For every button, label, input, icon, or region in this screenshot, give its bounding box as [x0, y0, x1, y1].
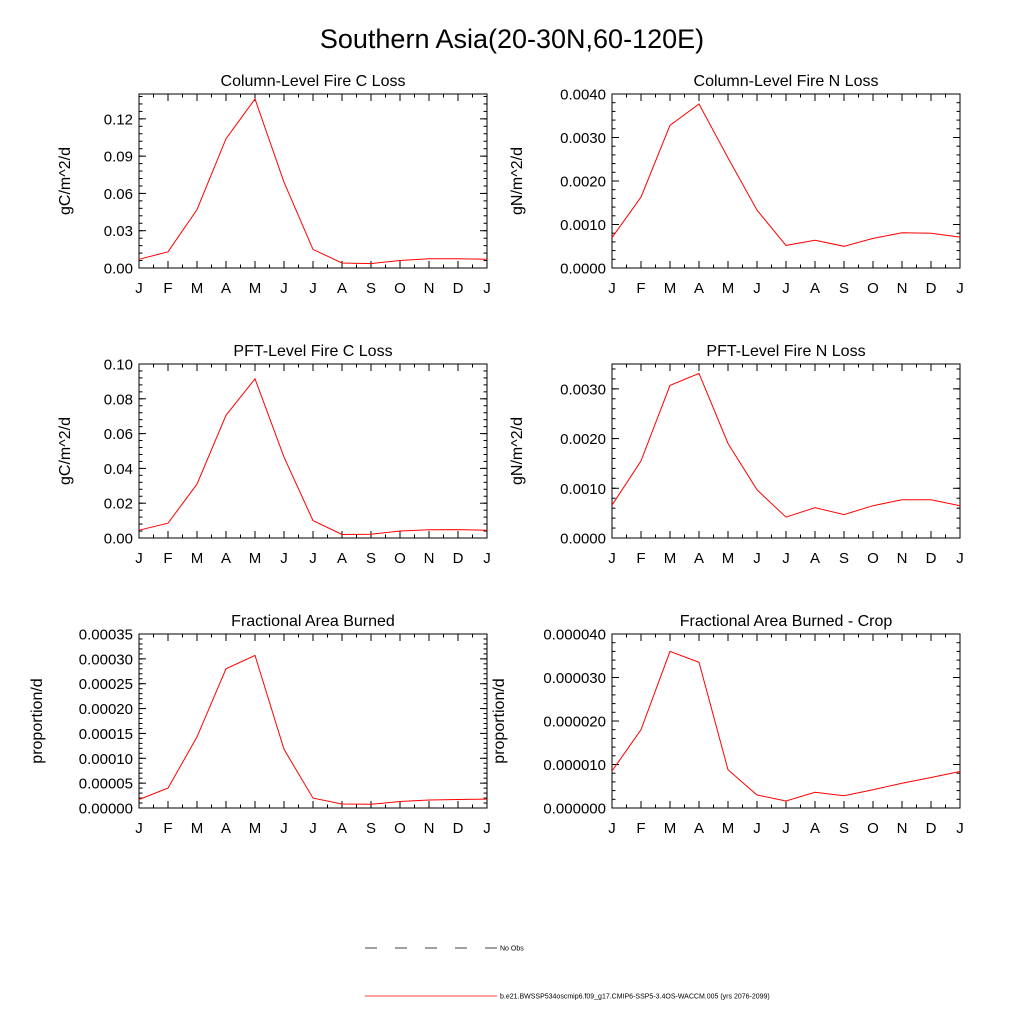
y-tick-label: 0.00 — [103, 530, 133, 548]
x-tick-label: J — [956, 550, 964, 567]
y-tick-label: 0.04 — [103, 460, 133, 478]
plot-frame — [139, 364, 487, 538]
x-tick-label: D — [452, 820, 464, 837]
y-axis-label: proportion/d — [491, 678, 508, 764]
x-tick-label: J — [309, 820, 317, 837]
panel-title: Column-Level Fire N Loss — [693, 73, 879, 90]
y-axis-label: gC/m^2/d — [57, 417, 74, 485]
plot-frame — [612, 364, 960, 538]
y-tick-label: 0.00 — [103, 260, 133, 278]
series-line — [139, 655, 487, 804]
x-tick-label: A — [336, 280, 348, 297]
y-axis-label: gC/m^2/d — [57, 147, 74, 215]
x-tick-label: S — [838, 550, 850, 567]
x-tick-label: O — [394, 280, 406, 297]
x-tick-label: J — [608, 280, 616, 297]
x-tick-label: S — [365, 280, 377, 297]
x-tick-label: J — [309, 550, 317, 567]
legend — [365, 946, 770, 1001]
panel-title: Fractional Area Burned — [231, 613, 395, 630]
y-tick-label: 0.00020 — [78, 701, 133, 719]
y-tick-label: 0.0030 — [560, 381, 606, 399]
x-tick-label: S — [365, 820, 377, 837]
x-tick-label: M — [190, 280, 204, 297]
x-tick-label: O — [394, 820, 406, 837]
y-tick-label: 0.06 — [103, 185, 133, 203]
plot-frame — [139, 94, 487, 268]
y-tick-label: 0.08 — [103, 391, 133, 409]
x-tick-label: A — [336, 550, 348, 567]
x-tick-label: F — [163, 820, 173, 837]
y-tick-label: 0.000040 — [543, 626, 606, 644]
x-tick-label: S — [838, 280, 850, 297]
figure-title: Southern Asia(20-30N,60-120E) — [319, 24, 705, 54]
x-tick-label: A — [336, 820, 348, 837]
y-tick-label: 0.0020 — [560, 431, 606, 449]
y-tick-label: 0.00015 — [78, 725, 133, 743]
y-tick-label: 0.12 — [103, 111, 133, 129]
x-tick-label: M — [721, 550, 735, 567]
x-tick-label: J — [135, 280, 143, 297]
x-tick-label: J — [753, 280, 761, 297]
x-tick-label: F — [636, 280, 646, 297]
series-line — [612, 104, 960, 246]
x-tick-label: J — [956, 820, 964, 837]
y-tick-label: 0.00010 — [78, 750, 133, 768]
y-tick-label: 0.000020 — [543, 713, 606, 731]
y-tick-label: 0.06 — [103, 426, 133, 444]
x-tick-label: O — [394, 550, 406, 567]
x-tick-label: M — [248, 820, 262, 837]
y-tick-label: 0.000030 — [543, 670, 606, 687]
x-tick-label: N — [423, 280, 435, 297]
y-tick-label: 0.0010 — [560, 217, 606, 234]
x-tick-label: D — [925, 820, 937, 837]
y-tick-label: 0.0040 — [560, 86, 606, 104]
panel-title: PFT-Level Fire C Loss — [233, 343, 393, 360]
series-line — [139, 379, 487, 535]
y-axis-label: gN/m^2/d — [509, 147, 526, 215]
x-tick-label: M — [248, 550, 262, 567]
x-tick-label: M — [190, 550, 204, 567]
x-tick-label: J — [135, 550, 143, 567]
x-tick-label: A — [809, 550, 821, 567]
x-tick-label: D — [925, 280, 937, 297]
y-tick-label: 0.00000 — [78, 800, 133, 818]
series-line — [612, 651, 960, 801]
x-tick-label: M — [663, 820, 677, 837]
y-axis-label: gN/m^2/d — [509, 417, 526, 485]
y-tick-label: 0.10 — [103, 356, 133, 374]
chart-panel-3 — [57, 343, 491, 567]
y-tick-label: 0.000000 — [543, 800, 606, 818]
x-tick-label: J — [782, 820, 790, 837]
x-tick-label: M — [663, 280, 677, 297]
x-tick-label: M — [721, 280, 735, 297]
x-tick-label: N — [423, 550, 435, 567]
panel-title: PFT-Level Fire N Loss — [706, 343, 866, 360]
x-tick-label: O — [867, 280, 879, 297]
chart-panel-2 — [509, 73, 964, 297]
chart-panel-6 — [491, 613, 964, 837]
x-tick-label: J — [608, 820, 616, 837]
x-tick-label: F — [163, 280, 173, 297]
legend-model-label: b.e21.BWSSP534oscmip6.f09_g17.CMIP6-SSP5-3.4OS-WACCM.005 (yrs 2076-2099) — [500, 993, 770, 1001]
panel-title: Column-Level Fire C Loss — [220, 73, 406, 90]
y-tick-label: 0.02 — [103, 495, 133, 513]
y-tick-label: 0.09 — [103, 148, 133, 166]
chart-panel-4 — [509, 343, 964, 567]
x-tick-label: J — [280, 550, 288, 567]
x-tick-label: J — [956, 280, 964, 297]
y-tick-label: 0.0030 — [560, 130, 606, 147]
x-tick-label: D — [452, 280, 464, 297]
y-tick-label: 0.00035 — [78, 626, 133, 644]
x-tick-label: N — [896, 280, 908, 297]
x-tick-label: A — [693, 550, 705, 567]
x-tick-label: A — [220, 280, 232, 297]
y-tick-label: 0.0010 — [560, 480, 606, 498]
x-tick-label: N — [423, 820, 435, 837]
y-axis-label: proportion/d — [29, 678, 46, 764]
x-tick-label: M — [721, 820, 735, 837]
x-tick-label: D — [452, 550, 464, 567]
plot-frame — [612, 94, 960, 268]
x-tick-label: J — [483, 280, 491, 297]
y-tick-label: 0.0020 — [560, 173, 606, 191]
x-tick-label: J — [753, 550, 761, 567]
x-tick-label: J — [309, 280, 317, 297]
plot-frame — [139, 634, 487, 808]
y-tick-label: 0.0000 — [560, 260, 606, 278]
x-tick-label: O — [867, 550, 879, 567]
x-tick-label: M — [663, 550, 677, 567]
x-tick-label: A — [809, 820, 821, 837]
x-tick-label: D — [925, 550, 937, 567]
panel-title: Fractional Area Burned - Crop — [679, 613, 893, 630]
y-tick-label: 0.000010 — [543, 757, 606, 774]
x-tick-label: J — [280, 280, 288, 297]
x-tick-label: N — [896, 550, 908, 567]
x-tick-label: S — [838, 820, 850, 837]
legend-no-obs-label: No Obs — [500, 945, 524, 953]
x-tick-label: J — [280, 820, 288, 837]
x-tick-label: J — [782, 550, 790, 567]
y-tick-label: 0.00025 — [78, 676, 133, 694]
x-tick-label: J — [608, 550, 616, 567]
x-tick-label: A — [809, 280, 821, 297]
x-tick-label: J — [483, 820, 491, 837]
x-tick-label: F — [163, 550, 173, 567]
x-tick-label: O — [867, 820, 879, 837]
panels — [29, 73, 964, 837]
chart-panel-5 — [29, 613, 491, 837]
x-tick-label: F — [636, 820, 646, 837]
series-line — [139, 99, 487, 264]
series-line — [612, 373, 960, 517]
chart-panel-1 — [57, 73, 491, 297]
x-tick-label: J — [753, 820, 761, 837]
x-tick-label: J — [135, 820, 143, 837]
x-tick-label: A — [220, 550, 232, 567]
x-tick-label: A — [693, 280, 705, 297]
y-tick-label: 0.03 — [103, 223, 133, 241]
y-tick-label: 0.0000 — [560, 530, 606, 548]
x-tick-label: J — [483, 550, 491, 567]
x-tick-label: J — [782, 280, 790, 297]
y-tick-label: 0.00030 — [78, 651, 133, 669]
x-tick-label: M — [248, 280, 262, 297]
x-tick-label: F — [636, 550, 646, 567]
x-tick-label: A — [220, 820, 232, 837]
x-tick-label: S — [365, 550, 377, 567]
y-tick-label: 0.00005 — [78, 775, 133, 793]
x-tick-label: M — [190, 820, 204, 837]
x-tick-label: N — [896, 820, 908, 837]
x-tick-label: A — [693, 820, 705, 837]
